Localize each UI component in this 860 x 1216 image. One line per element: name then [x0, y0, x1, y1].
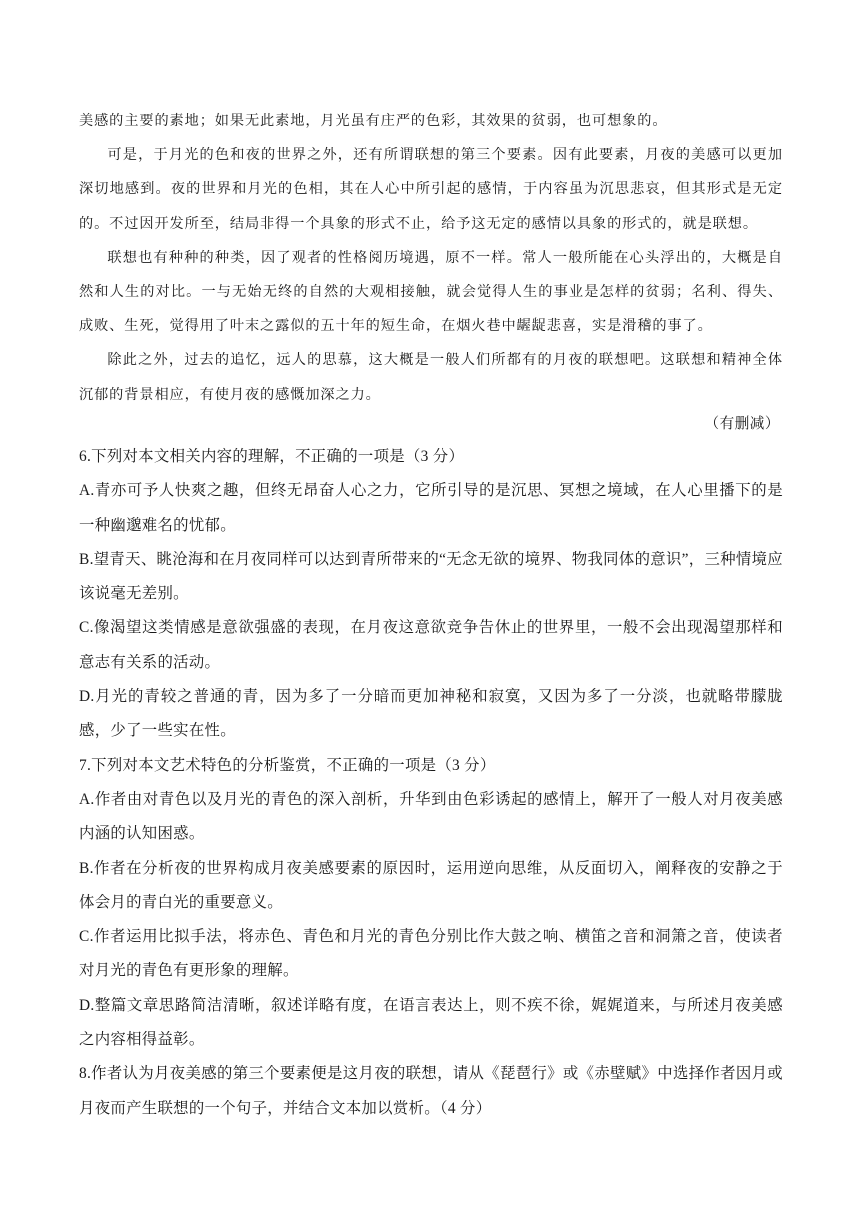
question-stem: 7.下列对本文艺术特色的分析鉴赏，不正确的一项是（3 分）	[79, 756, 496, 774]
passage-paragraph: 联想也有种种的种类，因了观者的性格阅历境遇，原不一样。常人一般所能在心头浮出的，大概是自然和人生的对比。一与无始无终的自然的大观相接触，就会觉得人生的事业是怎样的贫弱；名利、得失、成败、生死，觉得用了叶末之露似的五十年的短生命，在烟火巷中龌龊悲喜，实是滑稽的事了。	[79, 249, 783, 335]
answer-option: B.作者在分析夜的世界构成月夜美感要素的原因时，运用逆向思维，从反面切入，阐释夜的安静之于体会月的青白光的重要意义。	[79, 859, 783, 911]
question-stem: 6.下列对本文相关内容的理解，不正确的一项是（3 分）	[79, 448, 465, 465]
answer-option: D.月光的青较之普通的青，因为多了一分暗而更加神秘和寂寞，又因为多了一分淡，也就略带朦胧感，少了一些实在性。	[79, 688, 783, 740]
question-stem: 8.作者认为月夜美感的第三个要素便是这月夜的联想，请从《琵琶行》或《赤壁赋》中选择作者因月或月夜而产生联想的一个句子，并结合文本加以赏析。（4 分）	[79, 1065, 783, 1117]
question-section	[79, 440, 783, 1126]
answer-option: D.整篇文章思路简洁清晰，叙述详略有度，在语言表达上，则不疾不徐，娓娓道来，与所述月夜美感之内容相得益彰。	[79, 996, 783, 1049]
answer-option: C.作者运用比拟手法，将赤色、青色和月光的青色分别比作大鼓之响、横笛之音和洞箫之音，使读者对月光的青色有更形象的理解。	[79, 928, 783, 980]
answer-option: A.青亦可予人快爽之趣，但终无昂奋人心之力，它所引导的是沉思、冥想之境域，在人心里播下的是一种幽邈难名的忧郁。	[79, 482, 783, 534]
passage-paragraph: 可是，于月光的色和夜的世界之外，还有所谓联想的第三个要素。因有此要素，月夜的美感可以更加深切地感到。夜的世界和月光的色相，其在人心中所引起的感情，于内容虽为沉思悲哀，但其形式是无定的。不过因开发所至，结局非得一个具象的形式不止，给予这无定的感情以具象的形式的，就是联想。	[79, 147, 783, 232]
source-note: （有删减）	[704, 415, 780, 432]
answer-option: A.作者由对青色以及月光的青色的深入剖析，升华到由色彩诱起的感情上，解开了一般人对月夜美感内涵的认知困惑。	[79, 790, 783, 843]
passage-paragraph: 美感的主要的素地；如果无此素地，月光虽有庄严的色彩，其效果的贫弱，也可想象的。	[79, 113, 668, 129]
answer-option: B.望青天、眺沧海和在月夜同样可以达到青所带来的“无念无欲的境界、物我同体的意识”，三种情境应该说毫无差别。	[79, 550, 783, 603]
reading-passage	[79, 104, 783, 412]
passage-paragraph: 除此之外，过去的追忆，远人的思慕，这大概是一般人们所都有的月夜的联想吧。这联想和精神全体沉郁的背景相应，有使月夜的感慨加深之力。	[79, 352, 783, 403]
answer-option: C.像渴望这类情感是意欲强盛的表现，在月夜这意欲竞争告休止的世界里，一般不会出现渴望那样和意志有关系的活动。	[79, 619, 783, 671]
